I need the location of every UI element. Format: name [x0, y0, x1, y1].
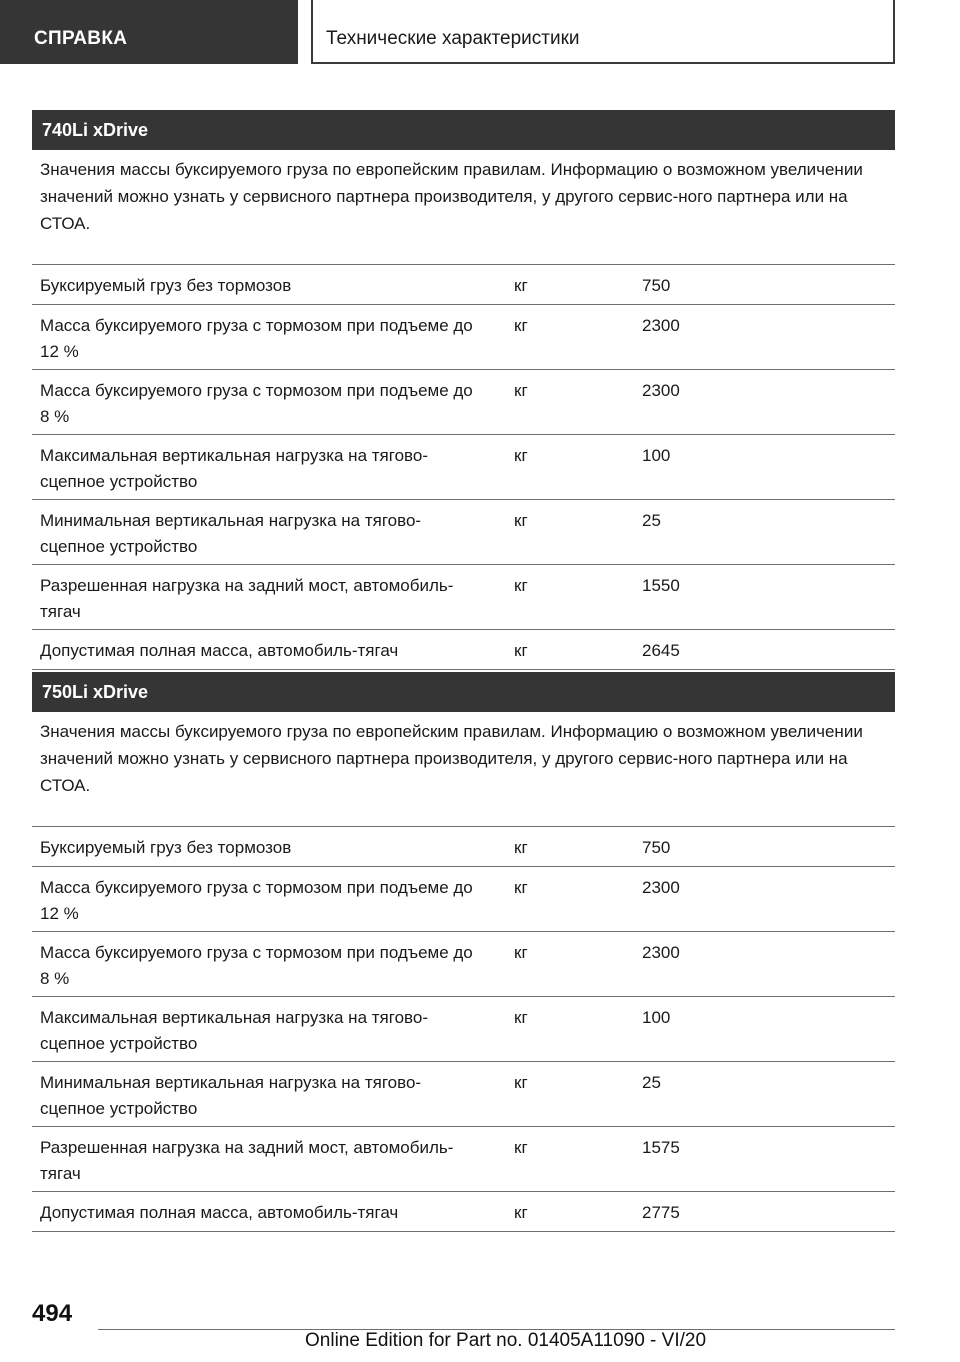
row-unit: кг — [514, 1203, 528, 1222]
row-unit: кг — [514, 838, 528, 857]
row-value: 2300 — [642, 316, 680, 335]
row-label: Масса буксируемого груза с тормозом при подъеме до 12 % — [40, 316, 473, 361]
row-value: 2300 — [642, 943, 680, 962]
table-row — [32, 500, 895, 565]
row-unit: кг — [514, 1138, 528, 1157]
table-row — [32, 305, 895, 370]
row-value: 25 — [642, 511, 661, 530]
row-label: Максимальная вертикальная нагрузка на тягово-сцепное устройство — [40, 1008, 428, 1053]
row-label: Масса буксируемого груза с тормозом при подъеме до 12 % — [40, 878, 473, 923]
row-label: Разрешенная нагрузка на задний мост, автомобиль-тягач — [40, 576, 454, 621]
chapter-title: Технические характеристики — [311, 0, 895, 64]
table-row — [32, 1062, 895, 1127]
row-unit: кг — [514, 276, 528, 295]
row-unit: кг — [514, 943, 528, 962]
block-title: 740Li xDrive — [32, 110, 895, 150]
table-row — [32, 932, 895, 997]
row-unit: кг — [514, 641, 528, 660]
row-unit: кг — [514, 576, 528, 595]
row-unit: кг — [514, 381, 528, 400]
block-intro: Значения массы буксируемого груза по европейским правилам. Информацию о возможном увеличении значений можно узнать у сервисного партнера производителя, у другого сервис-ного партнера или на СТОА. — [32, 150, 895, 265]
row-label: Разрешенная нагрузка на задний мост, автомобиль-тягач — [40, 1138, 454, 1183]
row-value: 750 — [642, 276, 671, 295]
table-row — [32, 370, 895, 435]
table-row — [32, 565, 895, 630]
spec-block-750li — [32, 672, 895, 1232]
table-row — [32, 1127, 895, 1192]
row-label: Масса буксируемого груза с тормозом при подъеме до 8 % — [40, 381, 473, 426]
row-value: 25 — [642, 1073, 661, 1092]
row-value: 750 — [642, 838, 671, 857]
row-value: 2775 — [642, 1203, 680, 1222]
row-value: 1575 — [642, 1138, 680, 1157]
table-row — [32, 265, 895, 305]
table-row — [32, 827, 895, 867]
block-intro: Значения массы буксируемого груза по европейским правилам. Информацию о возможном увеличении значений можно узнать у сервисного партнера производителя, у другого сервис-ного партнера или на СТОА. — [32, 712, 895, 827]
row-unit: кг — [514, 1073, 528, 1092]
row-label: Максимальная вертикальная нагрузка на тягово-сцепное устройство — [40, 446, 428, 491]
row-unit: кг — [514, 511, 528, 530]
row-label: Минимальная вертикальная нагрузка на тягово-сцепное устройство — [40, 1073, 422, 1118]
footer-edition-text: Online Edition for Part no. 01405A11090 - VI/20 — [305, 1330, 707, 1351]
row-label: Масса буксируемого груза с тормозом при подъеме до 8 % — [40, 943, 473, 988]
row-label: Минимальная вертикальная нагрузка на тягово-сцепное устройство — [40, 511, 422, 556]
block-title: 750Li xDrive — [32, 672, 895, 712]
row-value: 100 — [642, 446, 671, 465]
row-label: Буксируемый груз без тормозов — [40, 838, 292, 857]
row-unit: кг — [514, 878, 528, 897]
spec-block-740li — [32, 110, 895, 670]
row-label: Буксируемый груз без тормозов — [40, 276, 292, 295]
row-value: 2645 — [642, 641, 680, 660]
row-unit: кг — [514, 1008, 528, 1027]
table-row — [32, 867, 895, 932]
section-title: СПРАВКА — [0, 0, 298, 64]
table-row — [32, 1192, 895, 1232]
table-row — [32, 997, 895, 1062]
table-row — [32, 630, 895, 670]
row-label: Допустимая полная масса, автомобиль-тягач — [40, 1203, 399, 1222]
table-row — [32, 435, 895, 500]
row-value: 100 — [642, 1008, 671, 1027]
row-value: 2300 — [642, 381, 680, 400]
row-label: Допустимая полная масса, автомобиль-тягач — [40, 641, 399, 660]
row-value: 1550 — [642, 576, 680, 595]
page-number: 494 — [32, 1300, 73, 1327]
row-unit: кг — [514, 446, 528, 465]
row-value: 2300 — [642, 878, 680, 897]
row-unit: кг — [514, 316, 528, 335]
